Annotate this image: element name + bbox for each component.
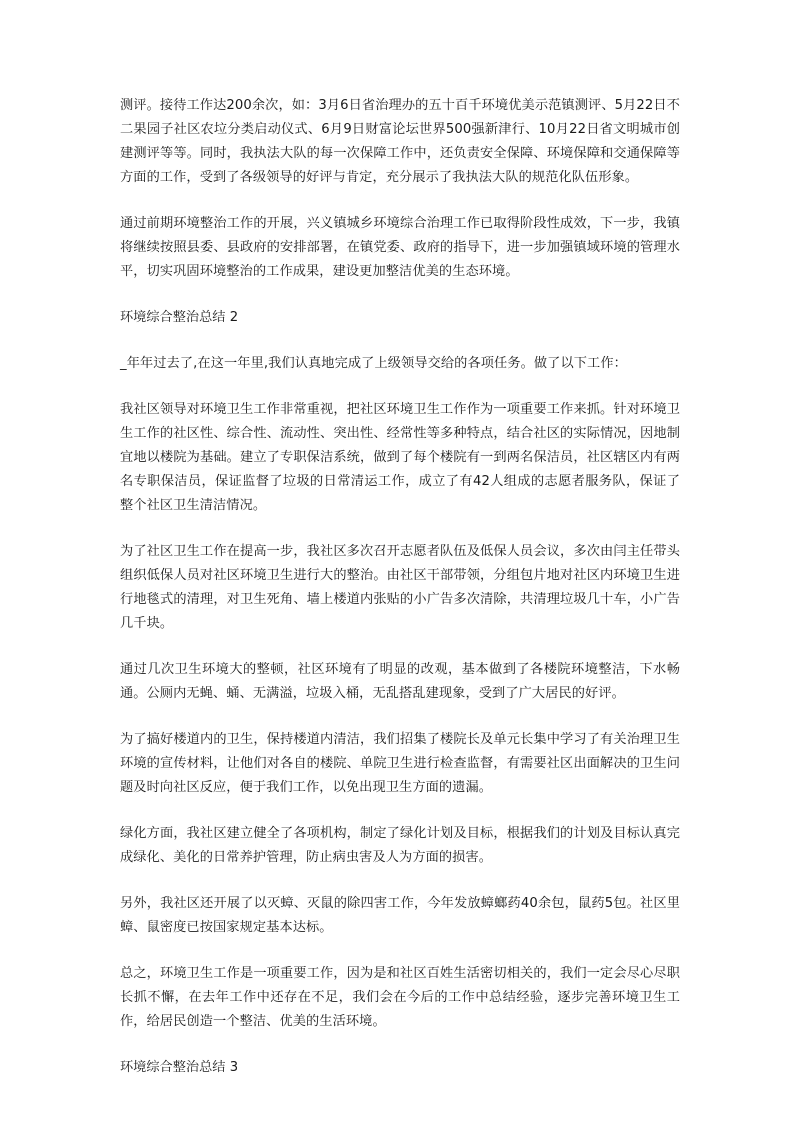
document-page bbox=[120, 94, 680, 1102]
paragraph-volunteers: 为了社区卫生工作在提高一步，我社区多次召开志愿者队伍及低保人员会议，多次由闫主任带头组织低保人员对社区环境卫生进行大的整治。由社区干部带领，分组包片地对社区内环境卫生进行地毯式的清理，对卫生死角、墙上楼道内张贴的小广告多次清除，共清理垃圾几十车，小广告几千块。 bbox=[120, 544, 680, 631]
section-heading-3: 环境综合整治总结 3 bbox=[120, 1060, 239, 1075]
section-heading-2: 环境综合整治总结 2 bbox=[120, 310, 239, 325]
paragraph-greening: 绿化方面，我社区建立健全了各项机构，制定了绿化计划及目标，根据我们的计划及目标认真完成绿化、美化的日常养护管理，防止病虫害及人为方面的损害。 bbox=[120, 826, 680, 865]
paragraph-conclusion: 总之，环境卫生工作是一项重要工作，因为是和社区百姓生活密切相关的，我们一定会尽心尽职长抓不懈，在去年工作中还存在不足，我们会在今后的工作中总结经验，逐步完善环境卫生工作，给居民创造一个整洁、优美的生活环境。 bbox=[120, 966, 680, 1029]
paragraph-leadership: 我社区领导对环境卫生工作非常重视，把社区环境卫生工作作为一项重要工作来抓。针对环境卫生工作的社区性、综合性、流动性、突出性、经常性等多种特点，结合社区的实际情况，因地制宜地以楼院为基础。建立了专职保洁系统，做到了每个楼院有一到两名保洁员，社区辖区内有两名专职保洁员，保证监督了垃圾的日常清运工作，成立了有42人组成的志愿者服务队，保证了整个社区卫生清洁情况。 bbox=[120, 402, 680, 513]
paragraph-stairwells: 为了搞好楼道内的卫生，保持楼道内清洁，我们招集了楼院长及单元长集中学习了有关治理卫生环境的宣传材料，让他们对各自的楼院、单院卫生进行检查监督，有需要社区出面解决的卫生问题及时向社区反应，便于我们工作，以免出现卫生方面的遗漏。 bbox=[120, 732, 680, 795]
paragraph-pest-control: 另外，我社区还开展了以灭蟑、灭鼠的除四害工作，今年发放蟑螂药40余包，鼠药5包。社区里蟑、鼠密度已按国家规定基本达标。 bbox=[120, 896, 680, 935]
paragraph-results: 通过几次卫生环境大的整顿，社区环境有了明显的改观，基本做到了各楼院环境整洁，下水畅通。公厕内无蝇、蛹、无满溢，垃圾入桶，无乱搭乱建现象，受到了广大居民的好评。 bbox=[120, 662, 680, 701]
paragraph-intro: _年年过去了,在这一年里,我们认真地完成了上级领导交给的各项任务。做了以下工作： bbox=[120, 356, 627, 371]
paragraph-event-support: 测评。接待工作达200余次，如：3月6日省治理办的五十百千环境优美示范镇测评、5月22日不二果园子社区农垃分类启动仪式、6月9日财富论坛世界500强新津行、10月22日省文明城市创建测评等等。同时，我执法大队的每一次保障工作中，还负责安全保障、环境保障和交通保障等方面的工作，受到了各级领导的好评与肯定，充分展示了我执法大队的规范化队伍形象。 bbox=[120, 98, 680, 185]
paragraph-next-steps: 通过前期环境整治工作的开展，兴义镇城乡环境综合治理工作已取得阶段性成效，下一步，我镇将继续按照县委、县政府的安排部署，在镇党委、政府的指导下，进一步加强镇域环境的管理水平，切实巩固环境整治的工作成果，建设更加整洁优美的生态环境。 bbox=[120, 216, 680, 279]
